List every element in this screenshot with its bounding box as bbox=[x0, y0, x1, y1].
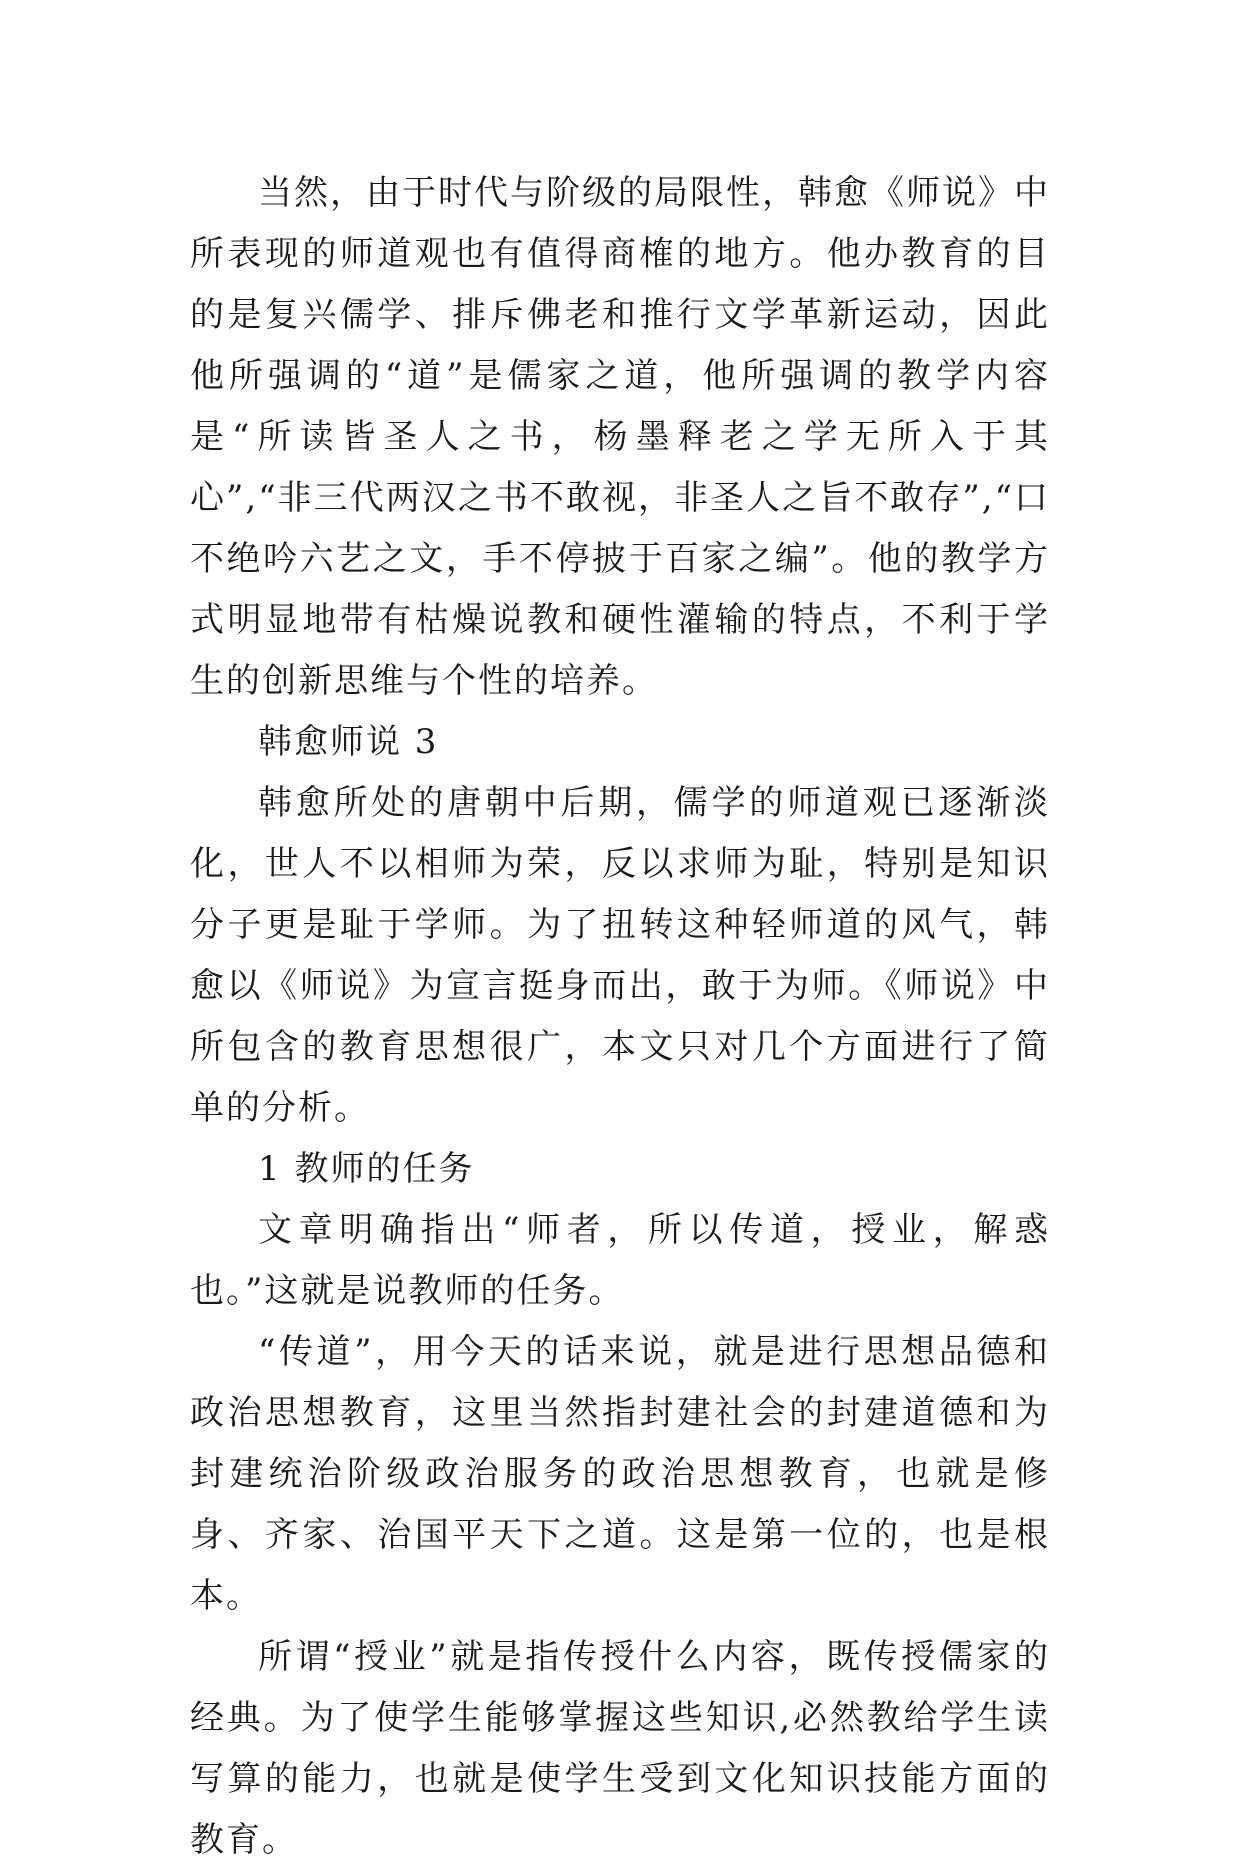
paragraph-teacher-definition: 文章明确指出“师者，所以传道，授业，解惑也。”这就是说教师的任务。 bbox=[190, 1210, 1050, 1311]
paragraph-shou-ye: 所谓“授业”就是指传授什么内容，既传授儒家的经典。为了使学生能够掌握这些知识,必然教给学生读写算的能力，也就是使学生受到文化知识技能方面的教育。 bbox=[190, 1637, 1050, 1860]
section-title-han-yu-shi-shuo-3: 韩愈师说 3 bbox=[258, 722, 439, 762]
paragraph-tang-context: 韩愈所处的唐朝中后期，儒学的师道观已逐渐淡化，世人不以相师为荣，反以求师为耻，特别是知识分子更是耻于学师。为了扭转这种轻师道的风气，韩愈以《师说》为宣言挺身而出，敢于为师。《师说》中所包含的教育思想很广，本文只对几个方面进行了简单的分析。 bbox=[190, 783, 1050, 1128]
subheading-teacher-tasks: 1 教师的任务 bbox=[258, 1149, 475, 1189]
document-body bbox=[190, 163, 1050, 1871]
paragraph-chuan-dao: “传道”，用今天的话来说，就是进行思想品德和政治思想教育，这里当然指封建社会的封建道德和为封建统治阶级政治服务的政治思想教育，也就是修身、齐家、治国平天下之道。这是第一位的，也是根本。 bbox=[190, 1332, 1050, 1616]
paragraph-limitations: 当然，由于时代与阶级的局限性，韩愈《师说》中所表现的师道观也有值得商榷的地方。他办教育的目的是复兴儒学、排斥佛老和推行文学革新运动，因此他所强调的“道”是儒家之道，他所强调的教学内容是“所读皆圣人之书，杨墨释老之学无所入于其心”,“非三代两汉之书不敢视，非圣人之旨不敢存”,“口不绝吟六艺之文，手不停披于百家之编”。他的教学方式明显地带有枯燥说教和硬性灌输的特点，不利于学生的创新思维与个性的培养。 bbox=[190, 173, 1050, 701]
